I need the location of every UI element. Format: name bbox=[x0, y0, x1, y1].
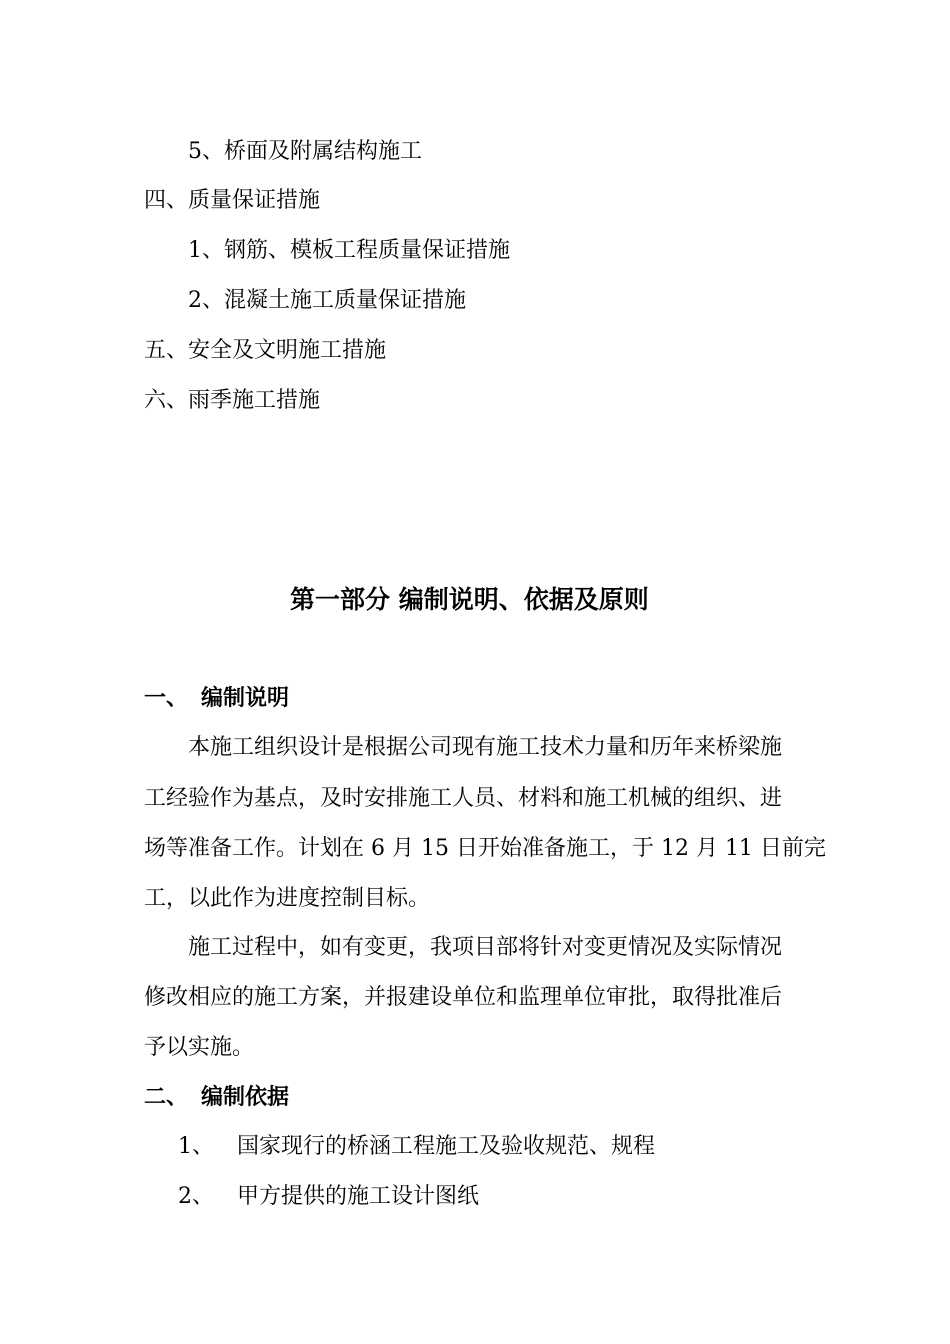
section-2-number: 二、 bbox=[144, 1084, 189, 1110]
list-item-number: 2、 bbox=[178, 1184, 214, 1209]
paragraph-line: 修改相应的施工方案，并报建设单位和监理单位审批，取得批准后 bbox=[144, 985, 783, 1010]
paragraph-line: 予以实施。 bbox=[144, 1035, 255, 1060]
section-1-number: 一、 bbox=[144, 685, 189, 711]
paragraph-line: 施工过程中，如有变更，我项目部将针对变更情况及实际情况 bbox=[188, 935, 783, 960]
toc-item-5: 5、桥面及附属结构施工 bbox=[188, 139, 422, 164]
toc-section-4: 四、质量保证措施 bbox=[144, 188, 321, 213]
part-title: 第一部分 编制说明、依据及原则 bbox=[290, 585, 649, 614]
paragraph-line: 工，以此作为进度控制目标。 bbox=[144, 886, 431, 911]
toc-item-4-1: 1、钢筋、模板工程质量保证措施 bbox=[188, 238, 510, 263]
list-item: 国家现行的桥涵工程施工及验收规范、规程 bbox=[237, 1134, 656, 1159]
toc-section-6: 六、雨季施工措施 bbox=[144, 388, 321, 413]
list-item: 甲方提供的施工设计图纸 bbox=[237, 1184, 480, 1209]
paragraph-line: 本施工组织设计是根据公司现有施工技术力量和历年来桥梁施 bbox=[188, 735, 783, 760]
paragraph-line: 工经验作为基点，及时安排施工人员、材料和施工机械的组织、进 bbox=[144, 786, 783, 811]
section-1-heading: 编制说明 bbox=[201, 685, 290, 711]
list-item-number: 1、 bbox=[178, 1134, 214, 1159]
toc-section-5: 五、安全及文明施工措施 bbox=[144, 338, 387, 363]
section-2-heading: 编制依据 bbox=[201, 1084, 290, 1110]
toc-item-4-2: 2、混凝土施工质量保证措施 bbox=[188, 288, 466, 313]
paragraph-line: 场等准备工作。计划在 6 月 15 日开始准备施工，于 12 月 11 日前完 bbox=[144, 836, 826, 861]
